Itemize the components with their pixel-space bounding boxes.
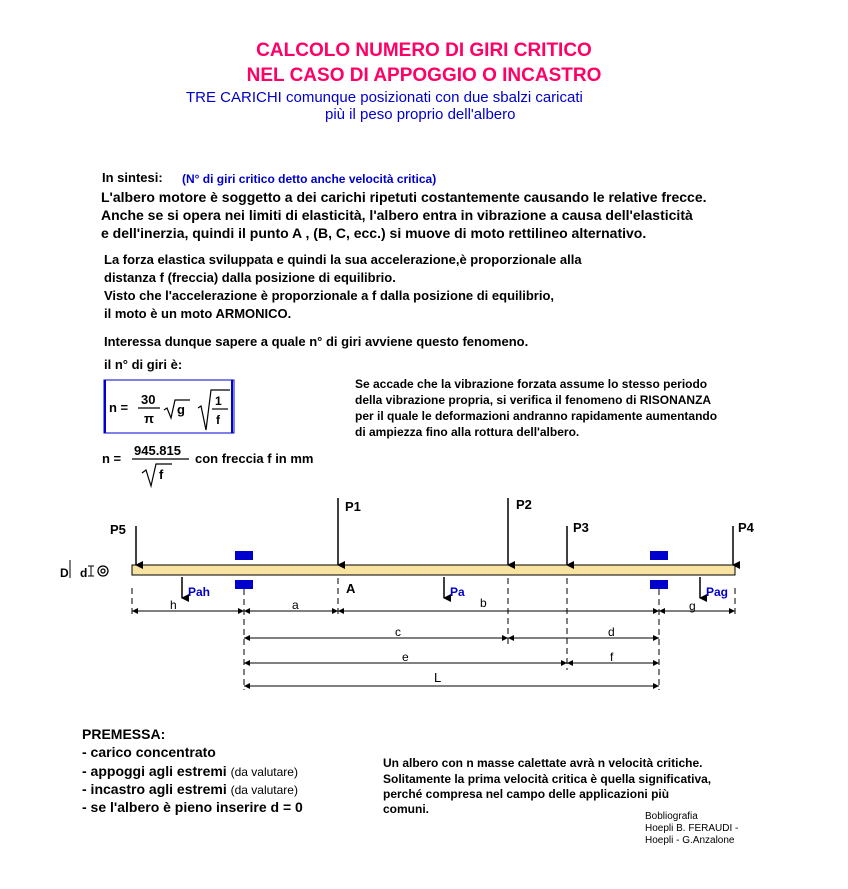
premessa-item2-row xyxy=(82,763,298,779)
dim-e: e xyxy=(402,650,409,664)
formula1-one: 1 xyxy=(215,394,222,408)
formula1-num: 30 xyxy=(141,392,156,407)
formula1-den: π xyxy=(144,411,154,426)
support-left-top xyxy=(235,551,253,560)
dim-h: h xyxy=(170,598,177,612)
dim-d: d xyxy=(608,625,615,639)
subtitle-line2: più il peso proprio dell'albero xyxy=(325,106,516,123)
dim-b: b xyxy=(480,596,487,610)
resonance-line1: Se accade che la vibrazione forzata assume lo stesso periodo xyxy=(355,377,708,391)
load-label-P5: P5 xyxy=(110,522,126,537)
premessa-item3-row xyxy=(82,781,298,797)
label-D: D xyxy=(60,566,69,580)
critical-line3: perché compresa nel campo delle applicazioni più xyxy=(383,787,670,801)
premessa-item4: - se l'albero è pieno inserire d = 0 xyxy=(82,799,303,815)
load-label-P2: P2 xyxy=(516,497,532,512)
formula1-f: f xyxy=(216,413,220,427)
load-label-P4: P4 xyxy=(738,520,754,535)
intro-p1-line3: e dell'inerzia, quindi il punto A , (B, C, ecc.) si muove di moto rettilineo alternativo. xyxy=(101,225,647,241)
beam-diagram xyxy=(0,490,848,700)
formula2-num: 945.815 xyxy=(134,443,181,458)
label-d: d xyxy=(80,566,88,580)
critical-line4: comuni. xyxy=(383,802,430,816)
intro-p3: Interessa dunque sapere a quale n° di giri avviene questo fenomeno. xyxy=(104,334,529,349)
dim-a: a xyxy=(292,598,299,612)
formula-rpm xyxy=(102,378,236,436)
formula2-tail: con freccia f in mm xyxy=(195,451,314,466)
formula-rpm-mm xyxy=(102,440,342,490)
title-line1: CALCOLO NUMERO DI GIRI CRITICO xyxy=(256,40,592,61)
intro-label: In sintesi: xyxy=(102,170,163,185)
intro-p2-line3: Visto che l'accelerazione è proporzionale a f dalla posizione di equilibrio, xyxy=(104,288,555,303)
support-right-top xyxy=(650,551,668,560)
formula2-f: f xyxy=(159,467,164,482)
biblio-line1: Hoepli B. FERAUDI - xyxy=(645,823,739,834)
section-circle-icon xyxy=(98,566,108,576)
premessa-item1: - carico concentrato xyxy=(82,744,216,760)
formula2-n: n = xyxy=(102,451,122,466)
biblio-title: Bobliografia xyxy=(645,811,698,822)
intro-p1-line2: Anche se si opera nei limiti di elasticità, l'albero entra in vibrazione a causa dell'elasticità xyxy=(101,207,693,223)
intro-p1-line1: L'albero motore è soggetto a dei carichi ripetuti costantemente causando le relative frecce. xyxy=(101,189,707,205)
biblio-line2: Hoepli - G.Anzalone xyxy=(645,835,735,846)
intro-p4: il n° di giri è: xyxy=(104,357,183,372)
weight-label-Pah: Pah xyxy=(188,585,211,599)
dim-c: c xyxy=(395,625,401,639)
intro-p2-line2: distanza f (freccia) dalla posizione di equilibrio. xyxy=(104,270,396,285)
intro-note: (N° di giri critico detto anche velocità critica) xyxy=(182,172,437,186)
load-label-P1: P1 xyxy=(345,499,361,514)
point-A: A xyxy=(346,581,356,596)
resonance-line2: della vibrazione propria, si verifica il fenomeno di RISONANZA xyxy=(355,393,712,407)
load-label-P3: P3 xyxy=(573,520,589,535)
premessa-note2: (da valutare) xyxy=(230,783,298,797)
resonance-line3: per il quale le deformazioni andranno rapidamente aumentando xyxy=(355,409,718,423)
formula1-n: n = xyxy=(109,400,129,415)
premessa-note1: (da valutare) xyxy=(230,765,298,779)
dim-L: L xyxy=(434,670,442,685)
critical-line1: Un albero con n masse calettate avrà n velocità critiche. xyxy=(383,756,703,770)
intro-p2-line1: La forza elastica sviluppata e quindi la sua accelerazione,è proporzionale alla xyxy=(104,252,582,267)
title-line2: NEL CASO DI APPOGGIO O INCASTRO xyxy=(246,65,602,86)
intro-p2-line4: il moto è un moto ARMONICO. xyxy=(104,306,292,321)
premessa-title: PREMESSA: xyxy=(82,726,166,742)
premessa-item2: - appoggi agli estremi xyxy=(82,763,227,779)
resonance-line4: di ampiezza fino alla rottura dell'albero. xyxy=(355,425,580,439)
critical-line2: Solitamente la prima velocità critica è quella significativa, xyxy=(383,772,712,786)
dim-g: g xyxy=(689,599,696,613)
support-right-bottom xyxy=(650,580,668,589)
subtitle-line1: TRE CARICHI comunque posizionati con due sbalzi caricati xyxy=(186,89,583,106)
premessa-item3: - incastro agli estremi xyxy=(82,781,227,797)
weight-label-Pag: Pag xyxy=(706,585,729,599)
dim-f: f xyxy=(610,650,614,664)
formula1-g: g xyxy=(177,402,185,417)
weight-label-Pa: Pa xyxy=(450,585,465,599)
shaft-beam xyxy=(132,565,735,575)
support-left-bottom xyxy=(235,580,253,589)
